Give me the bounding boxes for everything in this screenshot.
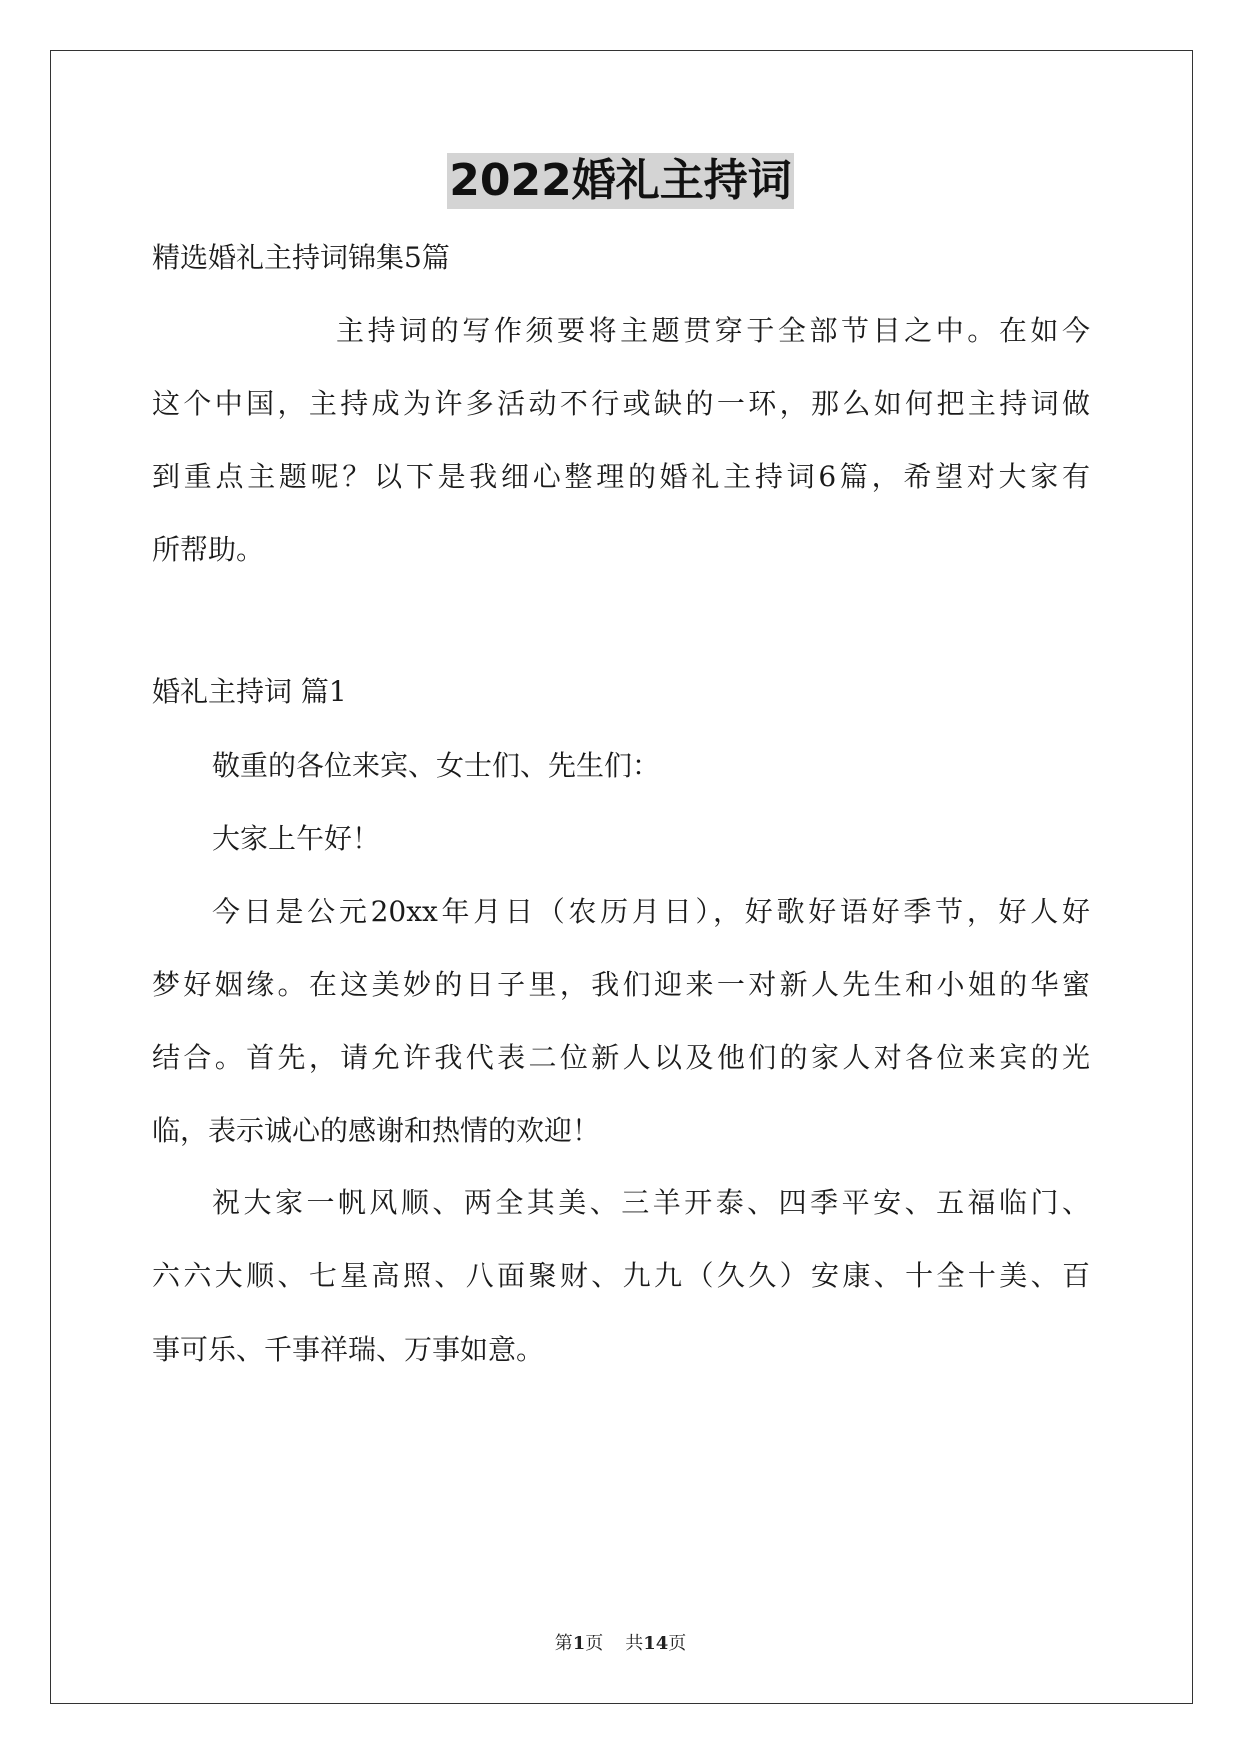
- total-prefix: 共: [625, 1633, 644, 1654]
- total-pages: 14: [643, 1633, 669, 1654]
- page-prefix: 第: [554, 1633, 573, 1654]
- body-line-6: 临，表示诚心的感谢和热情的欢迎！: [152, 1114, 601, 1147]
- body-line-3: 今日是公元20xx年月日（农历月日），好歌好语好季节，好人好: [212, 895, 1090, 928]
- intro-line-2: 这个中国，主持成为许多活动不行或缺的一环，那么如何把主持词做: [152, 387, 1090, 420]
- intro-line-4: 所帮助。: [152, 533, 265, 566]
- total-suffix: 页: [668, 1633, 687, 1654]
- body-line-hello: 大家上午好！: [212, 822, 381, 855]
- intro-line-3: 到重点主题呢？以下是我细心整理的婚礼主持词6篇，希望对大家有: [152, 460, 1090, 493]
- body-line-4: 梦好姻缘。在这美妙的日子里，我们迎来一对新人先生和小姐的华蜜: [152, 968, 1090, 1001]
- body-line-7: 祝大家一帆风顺、两全其美、三羊开泰、四季平安、五福临门、: [212, 1186, 1090, 1219]
- title-container: [0, 153, 1241, 209]
- page-suffix: 页: [585, 1633, 604, 1654]
- intro-line-1: 主持词的写作须要将主题贯穿于全部节目之中。在如今: [336, 314, 1090, 347]
- page-border: [50, 50, 1193, 1704]
- body-line-greeting: 敬重的各位来宾、女士们、先生们：: [212, 749, 661, 782]
- document-title: 2022婚礼主持词: [447, 153, 793, 209]
- page-footer: [0, 1632, 1241, 1656]
- document-subtitle: 精选婚礼主持词锦集5篇: [152, 241, 450, 274]
- body-line-8: 六六大顺、七星高照、八面聚财、九九（久久）安康、十全十美、百: [152, 1259, 1090, 1292]
- body-line-5: 结合。首先，请允许我代表二位新人以及他们的家人对各位来宾的光: [152, 1041, 1090, 1074]
- section-heading: 婚礼主持词 篇1: [152, 675, 347, 708]
- body-line-9: 事可乐、千事祥瑞、万事如意。: [152, 1333, 545, 1366]
- page-number: 1: [572, 1633, 586, 1654]
